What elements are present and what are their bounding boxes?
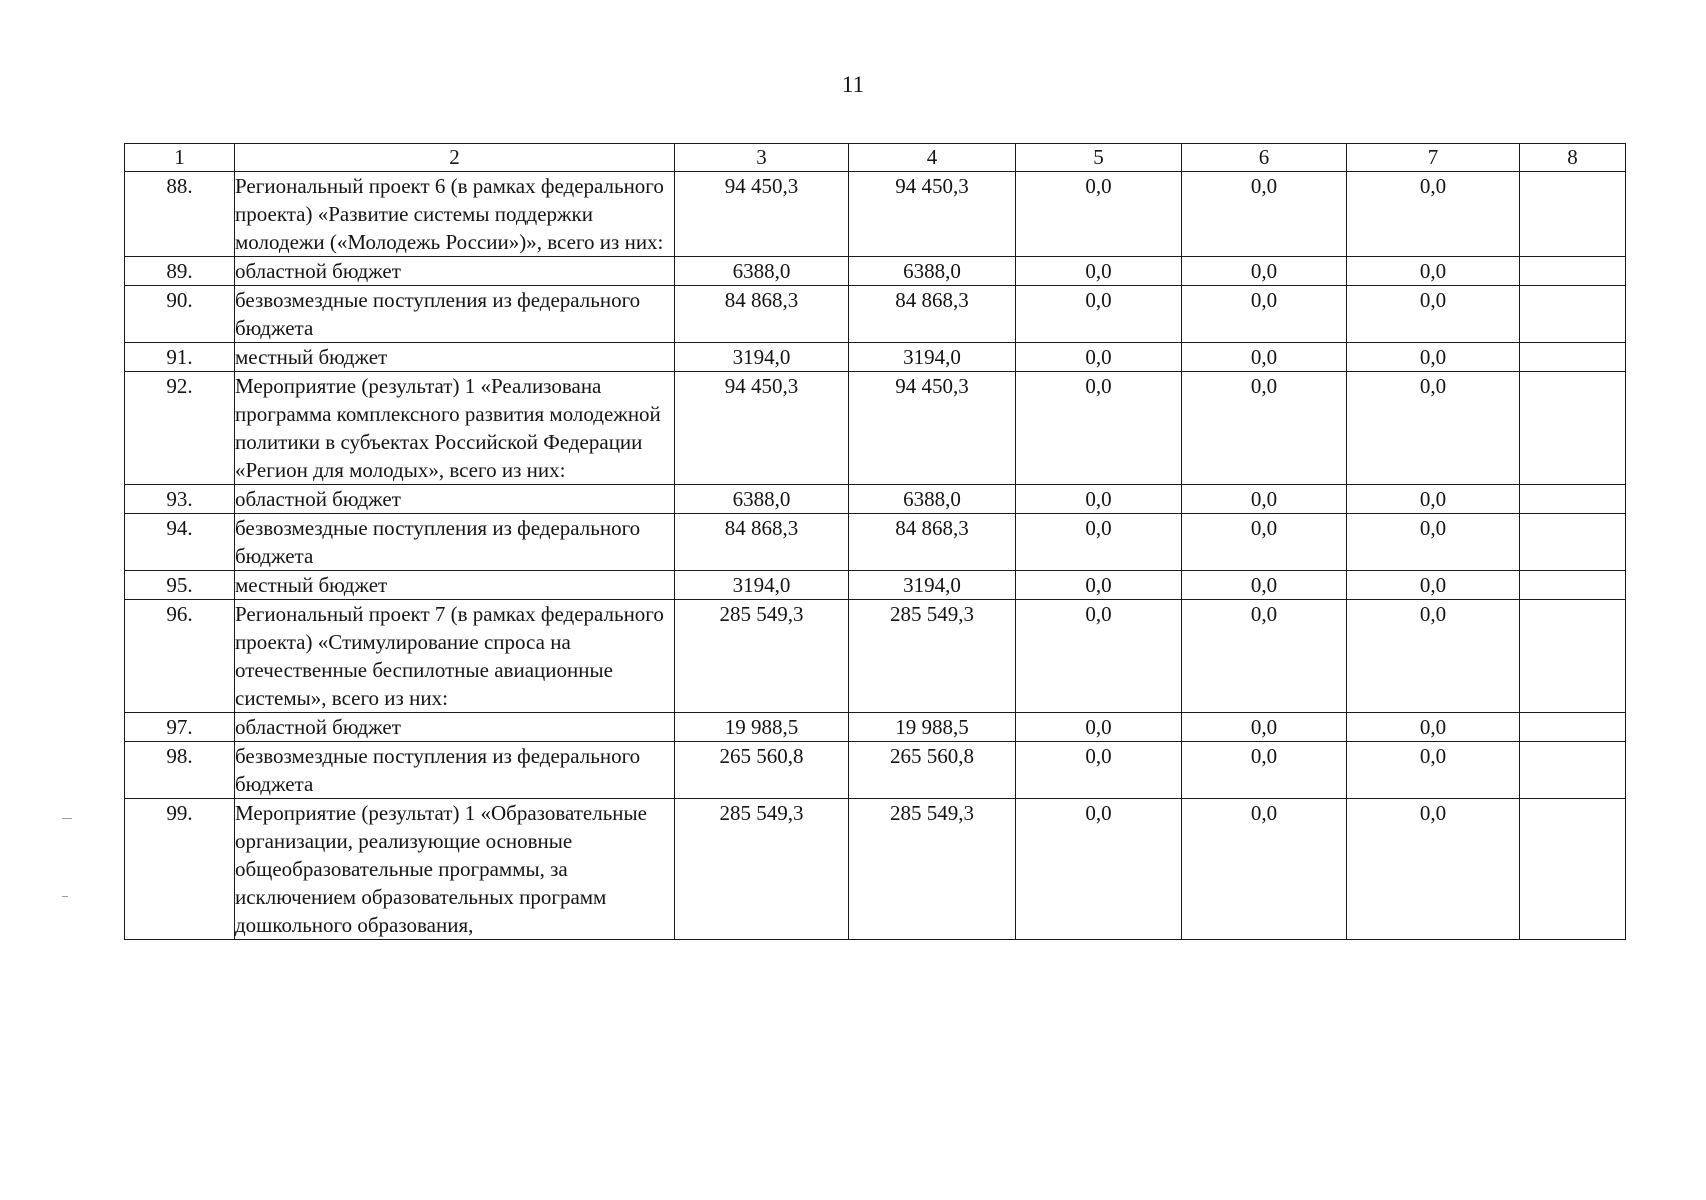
cell-col4: 19 988,5 bbox=[849, 713, 1016, 742]
cell-col8 bbox=[1520, 799, 1626, 940]
row-number: 90. bbox=[125, 286, 235, 343]
cell-col8 bbox=[1520, 514, 1626, 571]
cell-col5: 0,0 bbox=[1016, 514, 1182, 571]
cell-col5: 0,0 bbox=[1016, 485, 1182, 514]
table-row bbox=[125, 257, 1626, 286]
page-number: 11 bbox=[841, 72, 865, 97]
cell-col6: 0,0 bbox=[1182, 257, 1347, 286]
cell-col8 bbox=[1520, 172, 1626, 257]
row-name: безвозмездные поступления из федерального бюджета bbox=[235, 514, 675, 571]
cell-col3: 19 988,5 bbox=[675, 713, 849, 742]
cell-col7: 0,0 bbox=[1347, 172, 1520, 257]
cell-col6: 0,0 bbox=[1182, 600, 1347, 713]
cell-col6: 0,0 bbox=[1182, 286, 1347, 343]
cell-col3: 3194,0 bbox=[675, 571, 849, 600]
row-name: безвозмездные поступления из федерального бюджета bbox=[235, 286, 675, 343]
column-header: 3 bbox=[675, 144, 849, 172]
column-header: 1 bbox=[125, 144, 235, 172]
column-header: 8 bbox=[1520, 144, 1626, 172]
table-row bbox=[125, 713, 1626, 742]
cell-col6: 0,0 bbox=[1182, 485, 1347, 514]
row-number: 99. bbox=[125, 799, 235, 940]
table-row bbox=[125, 571, 1626, 600]
table-header-row bbox=[125, 144, 1626, 172]
cell-col5: 0,0 bbox=[1016, 600, 1182, 713]
row-number: 92. bbox=[125, 372, 235, 485]
cell-col8 bbox=[1520, 372, 1626, 485]
cell-col4: 3194,0 bbox=[849, 571, 1016, 600]
cell-col8 bbox=[1520, 571, 1626, 600]
row-number: 89. bbox=[125, 257, 235, 286]
column-header: 4 bbox=[849, 144, 1016, 172]
cell-col6: 0,0 bbox=[1182, 713, 1347, 742]
cell-col3: 84 868,3 bbox=[675, 514, 849, 571]
cell-col4: 285 549,3 bbox=[849, 799, 1016, 940]
cell-col7: 0,0 bbox=[1347, 257, 1520, 286]
cell-col7: 0,0 bbox=[1347, 571, 1520, 600]
scan-mark bbox=[62, 896, 68, 897]
cell-col4: 94 450,3 bbox=[849, 372, 1016, 485]
row-number: 98. bbox=[125, 742, 235, 799]
row-name: Региональный проект 6 (в рамках федерального проекта) «Развитие системы поддержки молодежи («Молодежь России»)», всего из них: bbox=[235, 172, 675, 257]
cell-col8 bbox=[1520, 742, 1626, 799]
cell-col6: 0,0 bbox=[1182, 372, 1347, 485]
row-name: областной бюджет bbox=[235, 257, 675, 286]
cell-col5: 0,0 bbox=[1016, 713, 1182, 742]
row-number: 91. bbox=[125, 343, 235, 372]
column-header: 2 bbox=[235, 144, 675, 172]
cell-col3: 285 549,3 bbox=[675, 600, 849, 713]
column-header: 6 bbox=[1182, 144, 1347, 172]
cell-col3: 94 450,3 bbox=[675, 372, 849, 485]
cell-col7: 0,0 bbox=[1347, 514, 1520, 571]
row-name: областной бюджет bbox=[235, 485, 675, 514]
column-header: 7 bbox=[1347, 144, 1520, 172]
cell-col6: 0,0 bbox=[1182, 742, 1347, 799]
cell-col4: 84 868,3 bbox=[849, 286, 1016, 343]
row-name: местный бюджет bbox=[235, 343, 675, 372]
table-row bbox=[125, 343, 1626, 372]
row-number: 97. bbox=[125, 713, 235, 742]
cell-col4: 265 560,8 bbox=[849, 742, 1016, 799]
cell-col3: 6388,0 bbox=[675, 257, 849, 286]
row-name: Мероприятие (результат) 1 «Реализована программа комплексного развития молодежной политики в субъектах Российской Федерации «Регион для молодых», всего из них: bbox=[235, 372, 675, 485]
row-name: местный бюджет bbox=[235, 571, 675, 600]
cell-col7: 0,0 bbox=[1347, 485, 1520, 514]
cell-col4: 285 549,3 bbox=[849, 600, 1016, 713]
cell-col5: 0,0 bbox=[1016, 571, 1182, 600]
cell-col4: 6388,0 bbox=[849, 485, 1016, 514]
row-number: 96. bbox=[125, 600, 235, 713]
cell-col6: 0,0 bbox=[1182, 799, 1347, 940]
cell-col3: 3194,0 bbox=[675, 343, 849, 372]
column-header: 5 bbox=[1016, 144, 1182, 172]
row-number: 95. bbox=[125, 571, 235, 600]
cell-col7: 0,0 bbox=[1347, 799, 1520, 940]
cell-col5: 0,0 bbox=[1016, 286, 1182, 343]
table-row bbox=[125, 600, 1626, 713]
cell-col7: 0,0 bbox=[1347, 742, 1520, 799]
cell-col5: 0,0 bbox=[1016, 257, 1182, 286]
cell-col5: 0,0 bbox=[1016, 799, 1182, 940]
cell-col3: 84 868,3 bbox=[675, 286, 849, 343]
cell-col5: 0,0 bbox=[1016, 343, 1182, 372]
cell-col4: 3194,0 bbox=[849, 343, 1016, 372]
cell-col8 bbox=[1520, 286, 1626, 343]
cell-col4: 94 450,3 bbox=[849, 172, 1016, 257]
cell-col6: 0,0 bbox=[1182, 172, 1347, 257]
cell-col8 bbox=[1520, 257, 1626, 286]
row-name: Мероприятие (результат) 1 «Образовательные организации, реализующие основные общеобразовательные программы, за исключением образовательных программ дошкольного образования, bbox=[235, 799, 675, 940]
cell-col5: 0,0 bbox=[1016, 742, 1182, 799]
cell-col4: 6388,0 bbox=[849, 257, 1016, 286]
cell-col7: 0,0 bbox=[1347, 343, 1520, 372]
row-number: 93. bbox=[125, 485, 235, 514]
table-row bbox=[125, 286, 1626, 343]
cell-col6: 0,0 bbox=[1182, 343, 1347, 372]
row-name: Региональный проект 7 (в рамках федерального проекта) «Стимулирование спроса на отечественные беспилотные авиационные системы», всего из них: bbox=[235, 600, 675, 713]
table-row bbox=[125, 799, 1626, 940]
table-row bbox=[125, 742, 1626, 799]
cell-col6: 0,0 bbox=[1182, 571, 1347, 600]
cell-col3: 6388,0 bbox=[675, 485, 849, 514]
row-name: областной бюджет bbox=[235, 713, 675, 742]
cell-col6: 0,0 bbox=[1182, 514, 1347, 571]
budget-table bbox=[124, 143, 1626, 940]
table-row bbox=[125, 172, 1626, 257]
table-row bbox=[125, 372, 1626, 485]
row-number: 88. bbox=[125, 172, 235, 257]
cell-col7: 0,0 bbox=[1347, 372, 1520, 485]
cell-col8 bbox=[1520, 343, 1626, 372]
cell-col3: 265 560,8 bbox=[675, 742, 849, 799]
table-row bbox=[125, 485, 1626, 514]
cell-col8 bbox=[1520, 600, 1626, 713]
scan-mark bbox=[62, 818, 72, 819]
cell-col8 bbox=[1520, 485, 1626, 514]
cell-col7: 0,0 bbox=[1347, 713, 1520, 742]
cell-col5: 0,0 bbox=[1016, 172, 1182, 257]
table-row bbox=[125, 514, 1626, 571]
row-number: 94. bbox=[125, 514, 235, 571]
cell-col3: 285 549,3 bbox=[675, 799, 849, 940]
cell-col5: 0,0 bbox=[1016, 372, 1182, 485]
cell-col4: 84 868,3 bbox=[849, 514, 1016, 571]
cell-col7: 0,0 bbox=[1347, 286, 1520, 343]
cell-col8 bbox=[1520, 713, 1626, 742]
cell-col3: 94 450,3 bbox=[675, 172, 849, 257]
cell-col7: 0,0 bbox=[1347, 600, 1520, 713]
row-name: безвозмездные поступления из федерального бюджета bbox=[235, 742, 675, 799]
